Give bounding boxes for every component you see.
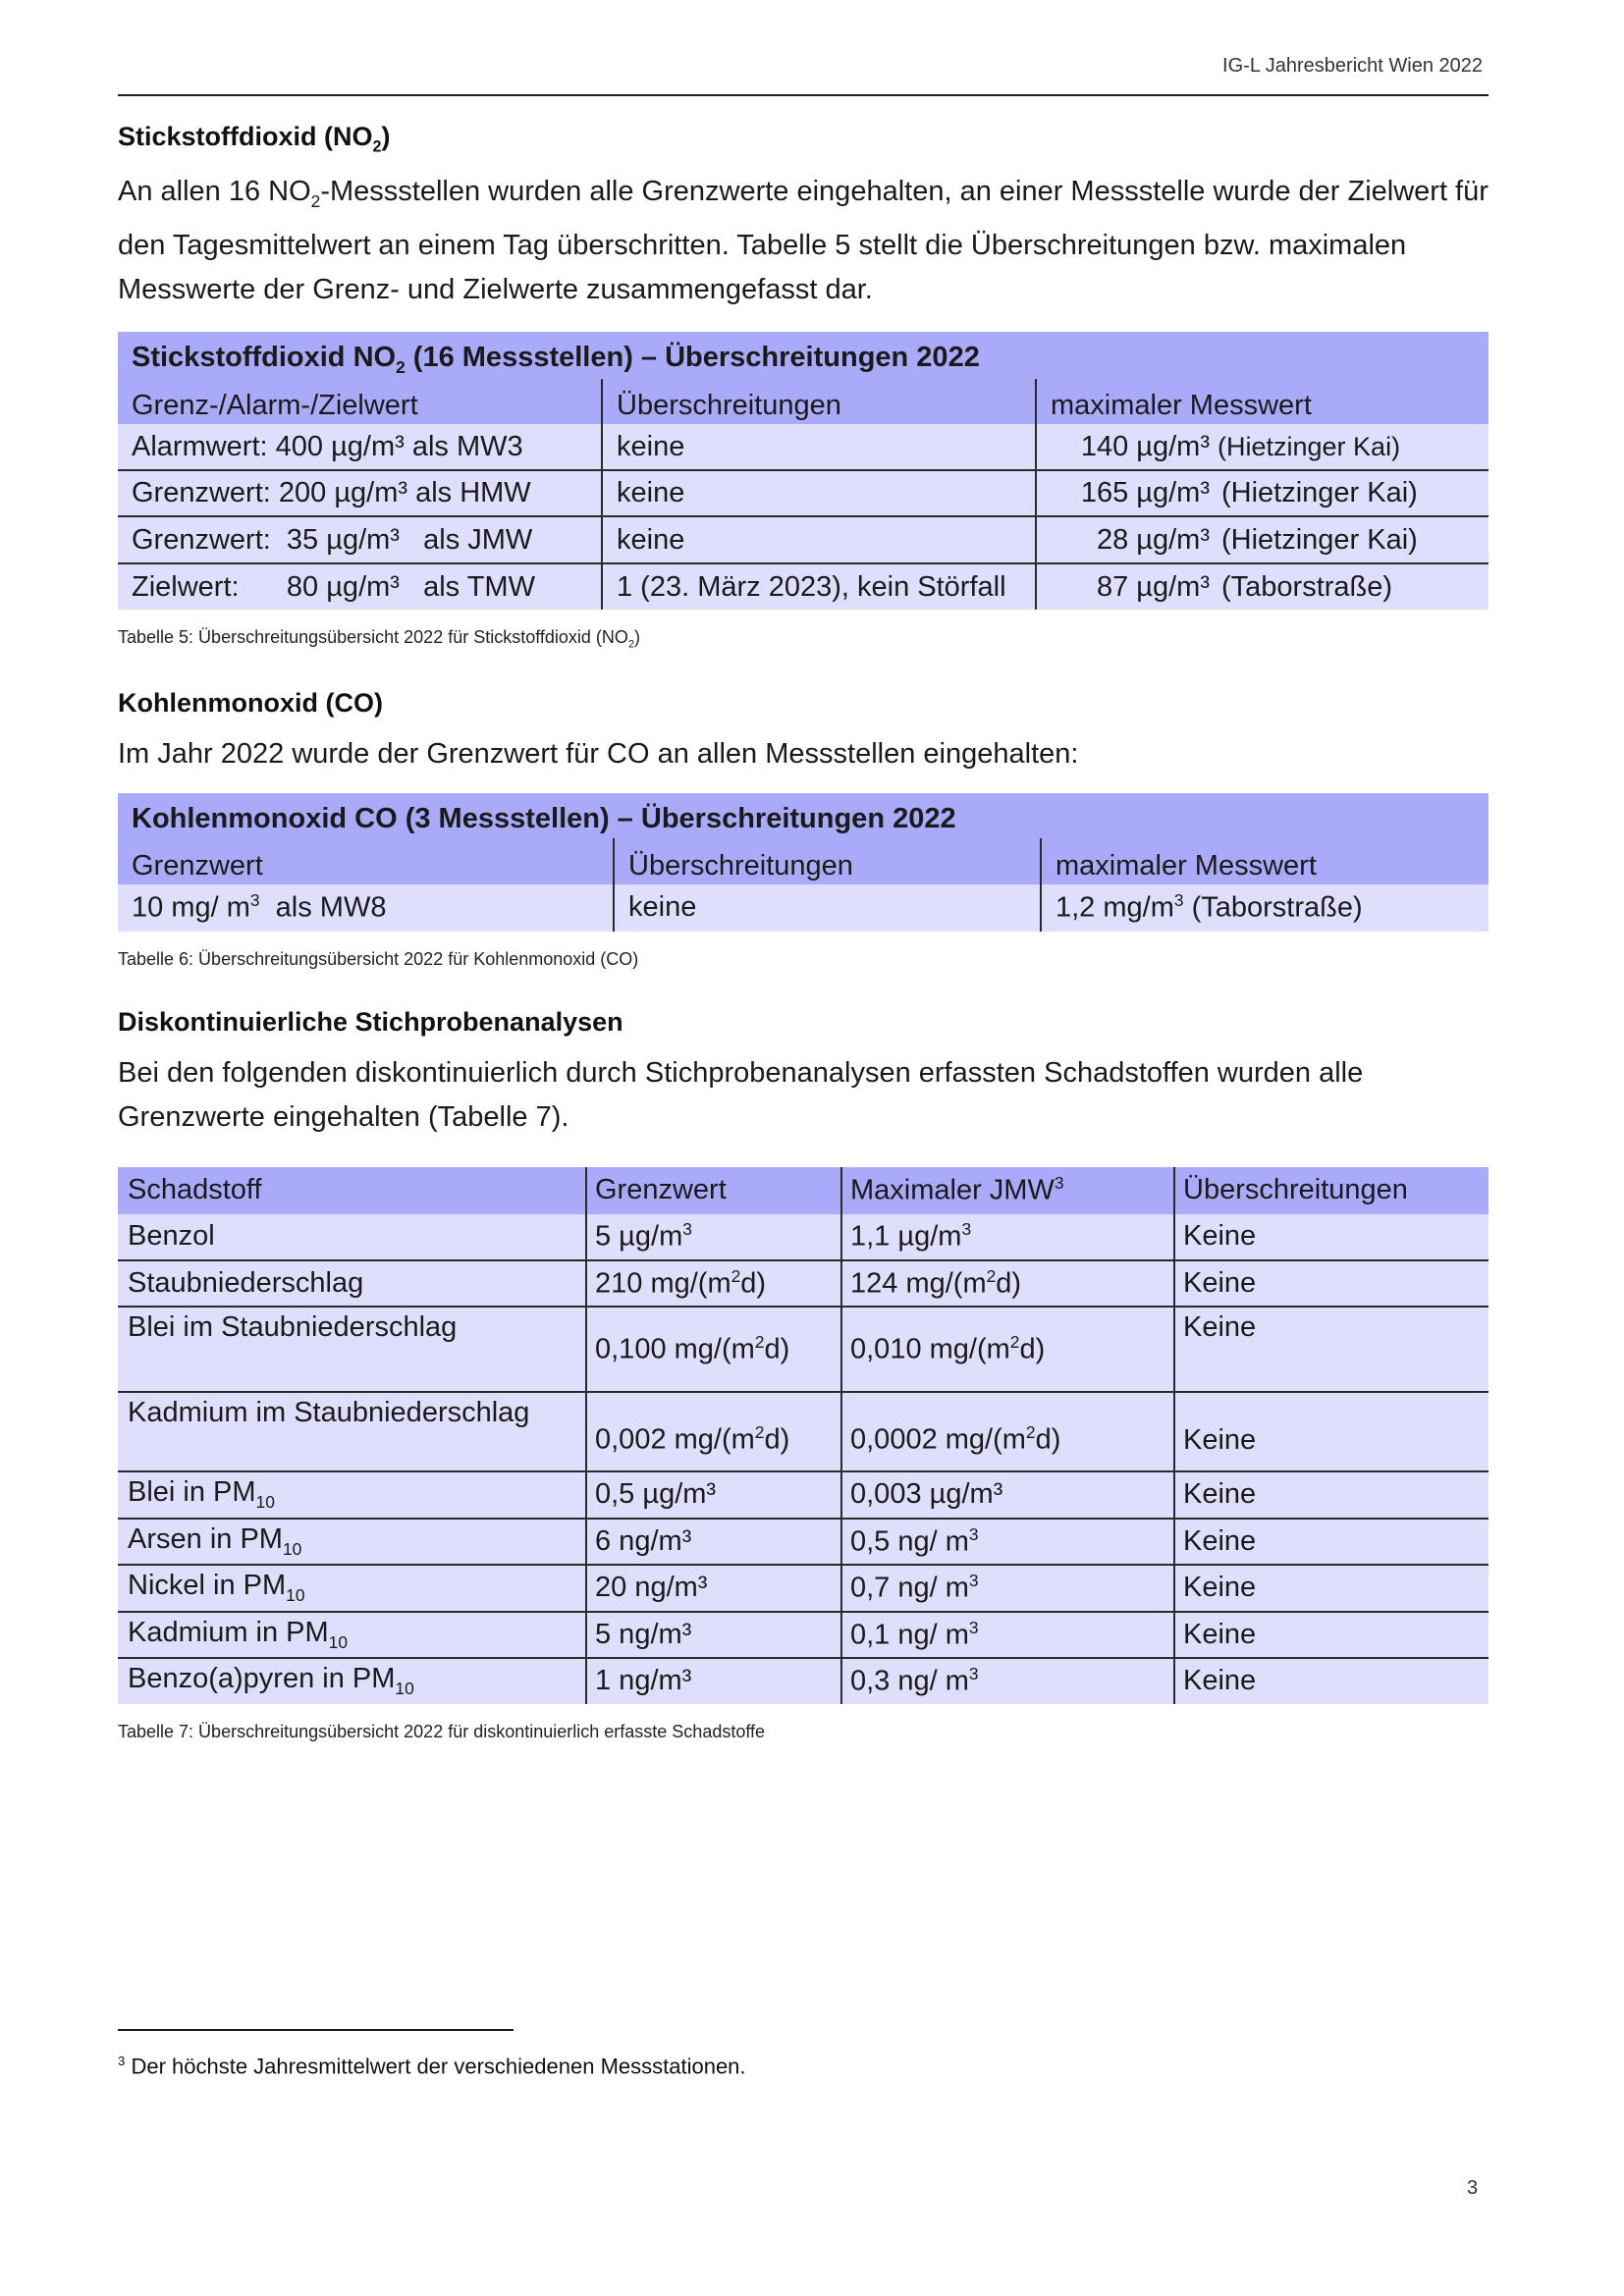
no2-table-title-b: (16 Messstellen) – Überschreitungen 2022 [405, 341, 980, 373]
disc-exceed-cell: Keine [1174, 1471, 1489, 1519]
disc-max-end: d) [1035, 1423, 1061, 1456]
no2-limit-cell: Grenzwert: 200 µg/m³ als HMW [118, 470, 602, 516]
footnote-text: Der höchste Jahresmittelwert der verschiedenen Messstationen. [125, 2054, 746, 2079]
disc-intro [118, 1051, 1489, 1140]
co-heading: Kohlenmonoxid (CO) [118, 687, 383, 718]
disc-max-sup: 3 [968, 1523, 979, 1544]
no2-intro-line3: Messwerte der Grenz- und Zielwerte zusammengefasst dar. [118, 274, 873, 306]
disc-max-sup: 3 [968, 1617, 979, 1637]
disc-max-sup: 2 [1025, 1422, 1036, 1443]
disc-max-cell [841, 1565, 1174, 1612]
disc-max-text: 0,5 ng/ m [850, 1525, 969, 1558]
no2-table-title [118, 332, 1489, 379]
disc-pollutant-cell [118, 1565, 586, 1612]
no2-caption-b: ) [633, 627, 640, 648]
disc-pollutant-text: Kadmium in PM [128, 1616, 329, 1648]
disc-limit-cell: 5 ng/m³ [586, 1612, 841, 1658]
no2-intro-line1-sub: 2 [310, 191, 321, 212]
co-col-header-exceed: Überschreitungen [614, 838, 1041, 884]
no2-table-title-sub: 2 [396, 356, 406, 377]
co-table [118, 793, 1489, 932]
no2-heading-end: ) [381, 122, 391, 151]
disc-max-text: 0,7 ng/ m [850, 1573, 969, 1605]
co-col-header-limit: Grenzwert [118, 838, 614, 884]
disc-col-header-max [841, 1167, 1174, 1214]
disc-exceed-cell: Keine [1174, 1658, 1489, 1704]
disc-exceed-cell: Keine [1174, 1565, 1489, 1612]
co-limit-b: als MW8 [259, 892, 387, 925]
disc-pollutant-text: Nickel in PM [128, 1570, 287, 1602]
disc-table [118, 1167, 1489, 1704]
disc-limit-sup: 2 [754, 1422, 765, 1443]
table-row [118, 424, 1489, 470]
disc-limit-text: 5 µg/m [595, 1221, 683, 1254]
no2-max-cell [1036, 424, 1489, 470]
disc-max-text: 0,3 ng/ m [850, 1666, 969, 1698]
footnote [118, 2054, 746, 2079]
co-col-header-max: maximaler Messwert [1041, 838, 1489, 884]
disc-max-text: 0,010 mg/(m [850, 1333, 1010, 1365]
disc-max-sup: 2 [1009, 1331, 1020, 1352]
disc-limit-sup: 3 [682, 1219, 692, 1240]
no2-col-header-limit: Grenz-/Alarm-/Zielwert [118, 379, 602, 424]
table-row [118, 1565, 1489, 1612]
disc-exceed-cell: Keine [1174, 1307, 1489, 1392]
disc-limit-end: d) [764, 1333, 790, 1365]
disc-exceed-cell: Keine [1174, 1214, 1489, 1260]
disc-max-cell [841, 1658, 1174, 1704]
disc-max-cell [841, 1307, 1174, 1392]
disc-intro-line2: Grenzwerte eingehalten (Tabelle 7). [118, 1100, 569, 1133]
table-row [118, 470, 1489, 516]
co-limit-cell [118, 884, 614, 932]
disc-limit-cell [586, 1392, 841, 1471]
no2-max-station: (Hietzinger Kai) [1221, 523, 1418, 556]
disc-limit-text: 0,100 mg/(m [595, 1333, 755, 1365]
disc-max-end: d) [996, 1267, 1022, 1300]
no2-table-title-a: Stickstoffdioxid NO [132, 341, 397, 373]
no2-table [118, 332, 1489, 610]
disc-col-header-exceed: Überschreitungen [1174, 1167, 1489, 1214]
no2-intro [118, 170, 1489, 312]
no2-exceed-cell: keine [602, 470, 1036, 516]
table-row [118, 1307, 1489, 1392]
disc-pollutant-text: Benzo(a)pyren in PM [128, 1663, 396, 1695]
disc-limit-cell: 20 ng/m³ [586, 1565, 841, 1612]
disc-max-cell [841, 1612, 1174, 1658]
disc-pollutant-sub: 10 [328, 1631, 349, 1652]
disc-intro-line1: Bei den folgenden diskontinuierlich durch Stichprobenanalysen erfassten Schadstoffen wurden alle [118, 1056, 1364, 1089]
page-number: 3 [1467, 2177, 1479, 2199]
no2-max-value: 28 µg/m³ [1096, 523, 1210, 556]
co-limit-a: 10 mg/ m [132, 892, 250, 925]
disc-pollutant-cell: Staubniederschlag [118, 1260, 586, 1307]
footnote-divider [118, 2029, 514, 2031]
disc-pollutant-cell [118, 1471, 586, 1519]
disc-limit-sup: 2 [754, 1331, 765, 1352]
disc-limit-cell: 0,5 µg/m³ [586, 1471, 841, 1519]
footnote-ref: 3 [1054, 1173, 1064, 1194]
no2-heading-sub: 2 [372, 137, 382, 156]
disc-exceed-cell: Keine [1174, 1260, 1489, 1307]
disc-limit-cell [586, 1260, 841, 1307]
table-row [118, 1471, 1489, 1519]
disc-limit-cell [586, 1214, 841, 1260]
no2-max-cell [1036, 563, 1489, 610]
disc-max-sup: 3 [961, 1219, 972, 1240]
no2-table-caption [118, 627, 1489, 651]
no2-heading-text: Stickstoffdioxid (NO [118, 122, 373, 151]
co-table-title-row [118, 793, 1489, 838]
no2-max-station: (Hietzinger Kai) [1221, 477, 1418, 509]
no2-exceed-cell: keine [602, 516, 1036, 563]
disc-limit-cell [586, 1307, 841, 1392]
no2-max-station: (Hietzinger Kai) [1218, 431, 1401, 461]
table-row [118, 1260, 1489, 1307]
disc-pollutant-sub: 10 [255, 1492, 275, 1513]
disc-pollutant-cell [118, 1658, 586, 1704]
disc-limit-text: 210 mg/(m [595, 1267, 731, 1300]
disc-exceed-cell: Keine [1174, 1519, 1489, 1565]
disc-limit-end: d) [764, 1423, 790, 1456]
table-row [118, 1658, 1489, 1704]
no2-table-title-row [118, 332, 1489, 379]
disc-heading: Diskontinuierliche Stichprobenanalysen [118, 1006, 623, 1037]
disc-col-header-limit: Grenzwert [586, 1167, 841, 1214]
no2-max-cell [1036, 516, 1489, 563]
no2-caption-a: Tabelle 5: Überschreitungsübersicht 2022 für Stickstoffdioxid (NO [118, 627, 628, 648]
disc-pollutant-text: Blei in PM [128, 1476, 256, 1509]
disc-pollutant-sub: 10 [286, 1585, 305, 1606]
disc-max-text: 0,0002 mg/(m [850, 1423, 1026, 1456]
no2-caption-sub: 2 [627, 638, 634, 651]
no2-max-value: 165 µg/m³ [1080, 477, 1210, 509]
co-intro: Im Jahr 2022 wurde der Grenzwert für CO an allen Messstellen eingehalten: [118, 737, 1079, 770]
disc-max-text: 0,1 ng/ m [850, 1619, 969, 1651]
no2-intro-line1 [118, 176, 1489, 212]
disc-col-header-pollutant: Schadstoff [118, 1167, 586, 1214]
table-row [118, 1392, 1489, 1471]
table-row [118, 516, 1489, 563]
disc-max-text: 124 mg/(m [850, 1267, 987, 1300]
page-content [118, 118, 1489, 1742]
disc-max-cell [841, 1214, 1174, 1260]
no2-intro-line1-a: An allen 16 NO [118, 176, 311, 208]
co-max-b: (Taborstraße) [1183, 892, 1363, 925]
disc-limit-text: 0,002 mg/(m [595, 1423, 755, 1456]
disc-max-cell: 0,003 µg/m³ [841, 1471, 1174, 1519]
no2-max-value: 140 µg/m³ [1080, 430, 1210, 462]
disc-limit-sup: 2 [731, 1265, 741, 1286]
co-table-title: Kohlenmonoxid CO (3 Messstellen) – Überschreitungen 2022 [118, 793, 1489, 838]
footnote-mark: 3 [118, 2054, 126, 2068]
disc-pollutant-cell [118, 1612, 586, 1658]
disc-max-sup: 2 [986, 1265, 997, 1286]
co-limit-sup: 3 [249, 890, 260, 911]
disc-max-cell [841, 1260, 1174, 1307]
disc-limit-cell: 1 ng/m³ [586, 1658, 841, 1704]
table-row [118, 563, 1489, 610]
disc-pollutant-cell: Benzol [118, 1214, 586, 1260]
disc-table-header-row [118, 1167, 1489, 1214]
no2-intro-line2: den Tagesmittelwert an einem Tag überschritten. Tabelle 5 stellt die Überschreitungen bzw. maximalen [118, 230, 1407, 262]
no2-max-station: (Taborstraße) [1221, 570, 1393, 603]
disc-table-caption: Tabelle 7: Überschreitungsübersicht 2022 für diskontinuierlich erfasste Schadstoffe [118, 1721, 766, 1741]
disc-exceed-cell: Keine [1174, 1392, 1489, 1471]
no2-col-header-exceed: Überschreitungen [602, 379, 1036, 424]
table-row [118, 1519, 1489, 1565]
disc-max-sup: 3 [968, 1664, 979, 1684]
no2-max-cell [1036, 470, 1489, 516]
no2-heading [118, 122, 1489, 156]
table-row [118, 1612, 1489, 1658]
no2-max-value: 87 µg/m³ [1096, 570, 1210, 603]
no2-limit-cell: Zielwert: 80 µg/m³ als TMW [118, 563, 602, 610]
co-exceed-cell: keine [614, 884, 1041, 932]
disc-exceed-cell: Keine [1174, 1612, 1489, 1658]
no2-intro-line1-b: -Messstellen wurden alle Grenzwerte eingehalten, an einer Messstelle wurde der Zielwert für [320, 176, 1489, 208]
no2-limit-cell: Alarmwert: 400 µg/m³ als MW3 [118, 424, 602, 470]
no2-table-header-row [118, 379, 1489, 424]
co-table-header-row [118, 838, 1489, 884]
table-row [118, 1214, 1489, 1260]
header-title: IG-L Jahresbericht Wien 2022 [1222, 55, 1483, 77]
co-max-sup: 3 [1173, 890, 1184, 911]
disc-limit-end: d) [740, 1267, 767, 1300]
disc-max-sup: 3 [968, 1571, 979, 1591]
disc-max-cell [841, 1519, 1174, 1565]
page-header [118, 55, 1489, 96]
disc-limit-cell: 6 ng/m³ [586, 1519, 841, 1565]
co-table-caption: Tabelle 6: Überschreitungsübersicht 2022 für Kohlenmonoxid (CO) [118, 948, 639, 969]
disc-pollutant-cell: Kadmium im Staubniederschlag [118, 1392, 586, 1471]
co-max-cell [1041, 884, 1489, 932]
co-max-a: 1,2 mg/m [1056, 892, 1174, 925]
no2-limit-cell: Grenzwert: 35 µg/m³ als JMW [118, 516, 602, 563]
disc-pollutant-sub: 10 [395, 1679, 414, 1699]
no2-exceed-cell: 1 (23. März 2023), kein Störfall [602, 563, 1036, 610]
disc-max-text: 1,1 µg/m [850, 1221, 962, 1254]
disc-pollutant-cell [118, 1519, 586, 1565]
disc-pollutant-sub: 10 [282, 1538, 302, 1559]
disc-max-end: d) [1019, 1333, 1046, 1365]
disc-col-header-max-text: Maximaler JMW [850, 1175, 1055, 1207]
table-row [118, 884, 1489, 932]
disc-max-cell [841, 1392, 1174, 1471]
no2-col-header-max: maximaler Messwert [1036, 379, 1489, 424]
disc-pollutant-cell: Blei im Staubniederschlag [118, 1307, 586, 1392]
no2-exceed-cell: keine [602, 424, 1036, 470]
disc-pollutant-text: Arsen in PM [128, 1522, 283, 1555]
